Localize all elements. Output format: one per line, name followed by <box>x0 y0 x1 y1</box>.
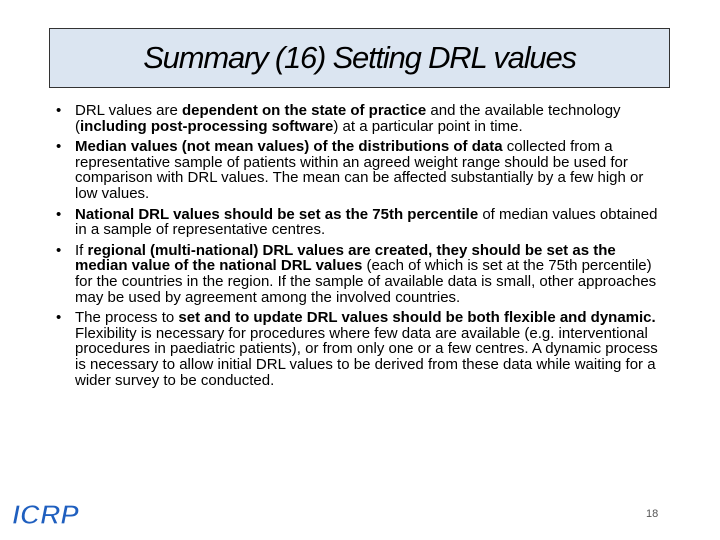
bullet-text: ) at a particular point in time. <box>333 117 523 135</box>
logo-text: ICRP <box>12 500 79 528</box>
bullet-text-bold: Median values (not mean values) of the distributions of data <box>75 138 503 156</box>
slide-title: Summary (16) Setting DRL values <box>143 40 576 75</box>
bullet-item <box>56 139 666 201</box>
bullet-item <box>56 103 666 134</box>
bullet-text: Flexibility is necessary for procedures where few data are available (e.g. interventional procedures in paediatric patients), or from only one or a few centres. A dynamic process is necessary to allow initial DRL values to be derived from these data while waiting for a wider survey to be conducted. <box>75 324 658 389</box>
bullet-list <box>56 103 666 393</box>
bullet-text: The process to <box>75 309 179 327</box>
bullet-text: collected from a representative sample of patients within an agreed weight range should be used for comparison with DRL values. The mean can be affected substantially by a few high or low values. <box>75 138 644 202</box>
bullet-text: If <box>75 241 88 259</box>
bullet-text-bold: regional (multi-national) DRL values are created, they should be set as the median value of the national DRL values <box>75 241 616 275</box>
bullet-text-bold: dependent on the state of practice <box>182 102 427 119</box>
icrp-logo <box>10 500 92 528</box>
bullet-text: of median values obtained in a sample of representative centres. <box>75 205 658 239</box>
bullet-text: (each of which is set at the 75th percentile) for the countries in the region. If the sample of available data is small, other approaches may be used by agreement among the involved countries. <box>75 257 657 306</box>
bullet-text-bold: including post-processing software <box>80 117 334 135</box>
title-box <box>49 28 670 88</box>
bullet-text: DRL values are <box>75 102 182 119</box>
bullet-text-bold: set and to update DRL values should be both flexible and dynamic. <box>178 309 656 327</box>
page-number: 18 <box>646 508 659 520</box>
bullet-text-bold: National DRL values should be set as the 75th percentile <box>75 205 479 223</box>
bullet-text: and the available technology ( <box>75 102 621 135</box>
bullet-item <box>56 243 666 305</box>
bullet-item <box>56 310 666 388</box>
bullet-item <box>56 207 666 238</box>
